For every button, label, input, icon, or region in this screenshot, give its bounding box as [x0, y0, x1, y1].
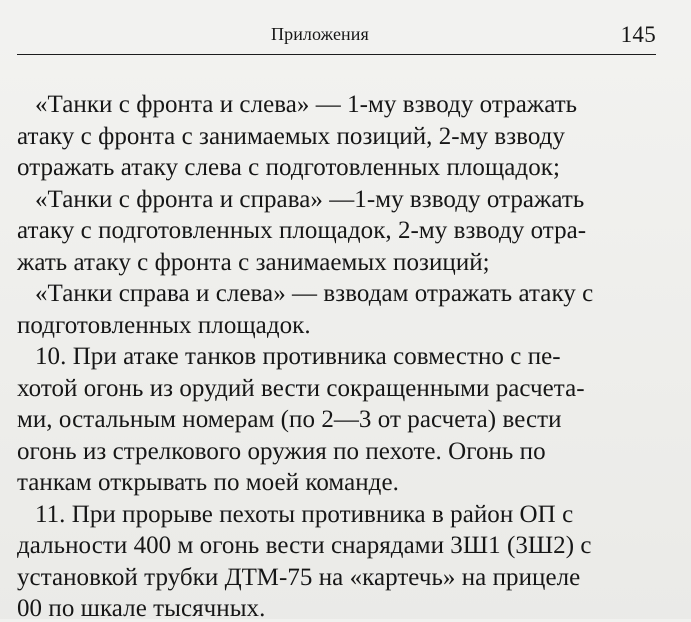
- page-number: 145: [620, 22, 656, 47]
- text-line: жать атаку с фронта с занимаемых позиций;: [17, 249, 490, 276]
- page-header: [17, 20, 656, 55]
- text-line: 00 по шкале тысячных.: [17, 595, 266, 622]
- text-line: «Танки справа и слева» — взводам отражать атаку с: [35, 280, 594, 307]
- running-head: Приложения: [271, 24, 369, 44]
- text-line: ми, остальным номерам (по 2—3 от расчета) вести: [17, 406, 562, 433]
- text-line: подготовленных площадок.: [17, 312, 311, 339]
- text-line: отражать атаку слева с подготовленных площадок;: [17, 154, 560, 181]
- text-line: танкам открывать по моей команде.: [17, 469, 399, 496]
- text-line: 10. При атаке танков противника совместно с пе-: [35, 343, 561, 370]
- text-line: установкой трубки ДТМ-75 на «картечь» на прицеле: [17, 564, 581, 591]
- text-line: «Танки с фронта и справа» —1-му взводу отражать: [35, 186, 585, 213]
- text-line: «Танки с фронта и слева» — 1-му взводу отражать: [35, 91, 578, 118]
- text-line: дальности 400 м огонь вести снарядами 3Ш1 (3Ш2) с: [17, 532, 592, 559]
- text-line: атаку с подготовленных площадок, 2-му взводу отра-: [17, 217, 587, 244]
- text-line: 11. При прорыве пехоты противника в район ОП с: [35, 501, 574, 528]
- text-line: атаку с фронта с занимаемых позиций, 2-му взводу: [17, 123, 565, 150]
- text-line: огонь из стрелкового оружия по пехоте. Огонь по: [17, 438, 546, 465]
- text-line: хотой огонь из орудий вести сокращенными расчета-: [17, 375, 585, 402]
